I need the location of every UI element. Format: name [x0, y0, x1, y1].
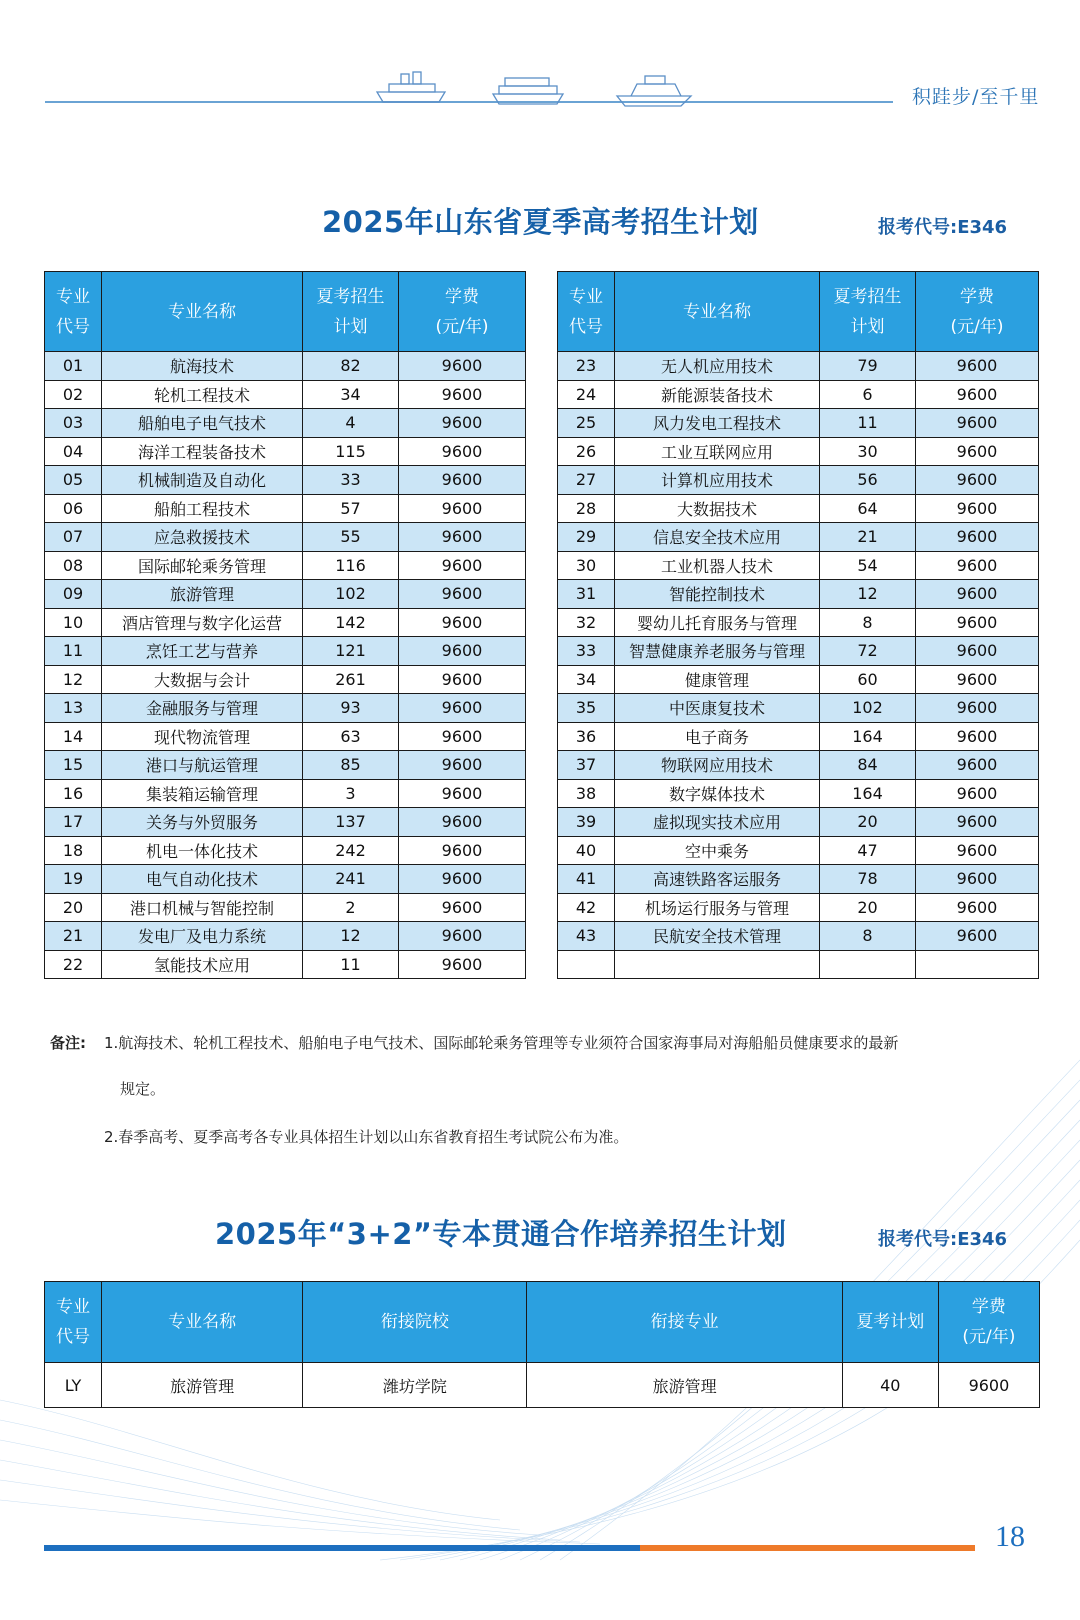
cell-plan: 2 [303, 893, 399, 922]
header-school: 衔接院校 [303, 1282, 527, 1363]
cell-name-right: 机场运行服务与管理 [615, 893, 820, 922]
cell-fee: 9600 [399, 409, 526, 438]
cell-code-right: 24 [558, 380, 615, 409]
cell-code-right: 31 [558, 580, 615, 609]
table-row [45, 551, 1039, 580]
cell-fee: 9600 [399, 694, 526, 723]
cell-code-right: 28 [558, 494, 615, 523]
table-row [45, 836, 1039, 865]
cell-plan: 11 [303, 950, 399, 979]
cell-name-right [615, 950, 820, 979]
cell-code: 16 [45, 779, 102, 808]
column-gap [526, 922, 558, 951]
header-name: 专业名称 [102, 1282, 303, 1363]
cell-code-right [558, 950, 615, 979]
cell-name-right: 新能源装备技术 [615, 380, 820, 409]
cell-plan: 3 [303, 779, 399, 808]
note-1: 1.航海技术、轮机工程技术、船舶电子电气技术、国际邮轮乘务管理等专业须符合国家海事局对海船船员健康要求的最新 [104, 1034, 899, 1052]
cell-fee-right: 9600 [916, 409, 1039, 438]
cell-code: 09 [45, 580, 102, 609]
header-gap [526, 272, 558, 352]
table-row [45, 865, 1039, 894]
cell-plan: 57 [303, 494, 399, 523]
column-gap [526, 751, 558, 780]
cell-fee-right: 9600 [916, 437, 1039, 466]
cell-name: 国际邮轮乘务管理 [102, 551, 303, 580]
cell-code-right: 30 [558, 551, 615, 580]
cell-name-right: 空中乘务 [615, 836, 820, 865]
cell-plan-right: 47 [820, 836, 916, 865]
cell-fee-right: 9600 [916, 637, 1039, 666]
cell-code-right: 25 [558, 409, 615, 438]
header-code: 专业 代号 [45, 272, 102, 352]
cell-fee: 9600 [938, 1363, 1039, 1408]
cell-plan-right [820, 950, 916, 979]
cell-code-right: 38 [558, 779, 615, 808]
cell-code-right: 34 [558, 665, 615, 694]
cell-code-right: 33 [558, 637, 615, 666]
cell-fee-right: 9600 [916, 523, 1039, 552]
cell-plan: 241 [303, 865, 399, 894]
cell-code: 01 [45, 352, 102, 381]
column-gap [526, 352, 558, 381]
cell-code: 20 [45, 893, 102, 922]
cell-fee: 9600 [399, 523, 526, 552]
table-row [45, 950, 1039, 979]
table-row [45, 380, 1039, 409]
cell-fee: 9600 [399, 466, 526, 495]
cell-fee: 9600 [399, 352, 526, 381]
table-header-row [45, 272, 1039, 352]
cell-fee: 9600 [399, 665, 526, 694]
cell-plan-right: 21 [820, 523, 916, 552]
cell-name: 金融服务与管理 [102, 694, 303, 723]
column-gap [526, 409, 558, 438]
cell-name-right: 智慧健康养老服务与管理 [615, 637, 820, 666]
cell-fee: 9600 [399, 808, 526, 837]
header-code: 专业 代号 [45, 1282, 102, 1363]
cell-plan-right: 164 [820, 779, 916, 808]
cell-code: 17 [45, 808, 102, 837]
cell-fee: 9600 [399, 637, 526, 666]
column-gap [526, 836, 558, 865]
table-row [45, 1363, 1040, 1408]
cell-name: 船舶工程技术 [102, 494, 303, 523]
cell-code: LY [45, 1363, 102, 1408]
cell-fee-right: 9600 [916, 466, 1039, 495]
cell-name: 海洋工程装备技术 [102, 437, 303, 466]
cell-name: 大数据与会计 [102, 665, 303, 694]
cell-plan-right: 64 [820, 494, 916, 523]
cell-plan: 93 [303, 694, 399, 723]
cell-plan: 116 [303, 551, 399, 580]
cell-plan: 34 [303, 380, 399, 409]
cell-name: 发电厂及电力系统 [102, 922, 303, 951]
cell-plan: 261 [303, 665, 399, 694]
cell-fee-right: 9600 [916, 808, 1039, 837]
cell-name-right: 大数据技术 [615, 494, 820, 523]
cell-fee-right: 9600 [916, 865, 1039, 894]
cell-name-right: 虚拟现实技术应用 [615, 808, 820, 837]
cell-plan: 115 [303, 437, 399, 466]
cell-fee: 9600 [399, 779, 526, 808]
cell-plan: 4 [303, 409, 399, 438]
cell-name-right: 工业机器人技术 [615, 551, 820, 580]
header-plan: 夏考计划 [842, 1282, 938, 1363]
summer-enrollment-table [44, 271, 1039, 979]
cell-code-right: 42 [558, 893, 615, 922]
cell-fee-right [916, 950, 1039, 979]
header-major: 衔接专业 [527, 1282, 842, 1363]
cell-name: 酒店管理与数字化运营 [102, 608, 303, 637]
cell-code-right: 29 [558, 523, 615, 552]
cell-fee: 9600 [399, 551, 526, 580]
cell-code: 08 [45, 551, 102, 580]
cell-plan: 102 [303, 580, 399, 609]
table-row [45, 779, 1039, 808]
cell-code: 05 [45, 466, 102, 495]
cell-name: 旅游管理 [102, 580, 303, 609]
column-gap [526, 551, 558, 580]
cell-name: 航海技术 [102, 352, 303, 381]
cell-fee-right: 9600 [916, 494, 1039, 523]
cell-name: 电气自动化技术 [102, 865, 303, 894]
cell-fee: 9600 [399, 922, 526, 951]
cell-code: 04 [45, 437, 102, 466]
table-header-row [45, 1282, 1040, 1363]
cell-code: 11 [45, 637, 102, 666]
cell-fee-right: 9600 [916, 352, 1039, 381]
cell-fee: 9600 [399, 380, 526, 409]
cell-fee-right: 9600 [916, 922, 1039, 951]
cell-fee: 9600 [399, 608, 526, 637]
cell-name-right: 健康管理 [615, 665, 820, 694]
column-gap [526, 722, 558, 751]
cell-code-right: 39 [558, 808, 615, 837]
cell-plan-right: 12 [820, 580, 916, 609]
cell-plan-right: 20 [820, 808, 916, 837]
cell-code: 19 [45, 865, 102, 894]
cell-name: 旅游管理 [102, 1363, 303, 1408]
header-name: 专业名称 [102, 272, 303, 352]
cell-code: 03 [45, 409, 102, 438]
table-row [45, 922, 1039, 951]
cell-plan: 55 [303, 523, 399, 552]
cell-code-right: 32 [558, 608, 615, 637]
cell-name-right: 电子商务 [615, 722, 820, 751]
cell-code-right: 41 [558, 865, 615, 894]
cell-fee: 9600 [399, 751, 526, 780]
section2-title: 2025年“3+2”专本贯通合作培养招生计划 [215, 1217, 787, 1251]
table-row [45, 893, 1039, 922]
cell-name-right: 中医康复技术 [615, 694, 820, 723]
cell-code-right: 27 [558, 466, 615, 495]
cell-plan-right: 60 [820, 665, 916, 694]
cell-code: 02 [45, 380, 102, 409]
header-name-right: 专业名称 [615, 272, 820, 352]
column-gap [526, 893, 558, 922]
cell-fee: 9600 [399, 836, 526, 865]
cell-code: 07 [45, 523, 102, 552]
cell-fee: 9600 [399, 580, 526, 609]
cell-code: 14 [45, 722, 102, 751]
table-row [45, 466, 1039, 495]
ships-icon [375, 62, 715, 108]
cell-code: 21 [45, 922, 102, 951]
cell-plan: 242 [303, 836, 399, 865]
header-fee: 学费 (元/年) [399, 272, 526, 352]
cell-plan-right: 6 [820, 380, 916, 409]
cell-name: 船舶电子电气技术 [102, 409, 303, 438]
column-gap [526, 950, 558, 979]
cell-name: 氢能技术应用 [102, 950, 303, 979]
table-row [45, 694, 1039, 723]
column-gap [526, 380, 558, 409]
cell-name: 应急救援技术 [102, 523, 303, 552]
cell-name-right: 计算机应用技术 [615, 466, 820, 495]
cell-name: 港口与航运管理 [102, 751, 303, 780]
page-number: 18 [995, 1520, 1025, 1553]
cell-plan-right: 30 [820, 437, 916, 466]
cell-name-right: 无人机应用技术 [615, 352, 820, 381]
column-gap [526, 494, 558, 523]
table-row [45, 637, 1039, 666]
cell-plan: 12 [303, 922, 399, 951]
cell-fee-right: 9600 [916, 380, 1039, 409]
cell-plan: 63 [303, 722, 399, 751]
cell-fee-right: 9600 [916, 751, 1039, 780]
table-row [45, 722, 1039, 751]
cell-fee-right: 9600 [916, 722, 1039, 751]
cell-plan: 85 [303, 751, 399, 780]
cell-fee: 9600 [399, 950, 526, 979]
header-plan: 夏考招生 计划 [303, 272, 399, 352]
cell-fee: 9600 [399, 865, 526, 894]
cell-plan: 33 [303, 466, 399, 495]
cell-name-right: 信息安全技术应用 [615, 523, 820, 552]
header-code-right: 专业 代号 [558, 272, 615, 352]
table-row [45, 409, 1039, 438]
section2-code-label: 报考代号:E346 [878, 1229, 1008, 1250]
cell-fee-right: 9600 [916, 551, 1039, 580]
section1-code-label: 报考代号:E346 [878, 217, 1008, 238]
column-gap [526, 808, 558, 837]
cell-code: 13 [45, 694, 102, 723]
cell-code-right: 43 [558, 922, 615, 951]
cell-major: 旅游管理 [527, 1363, 842, 1408]
cell-plan-right: 11 [820, 409, 916, 438]
footer-bar-blue [44, 1545, 640, 1551]
cell-plan-right: 20 [820, 893, 916, 922]
header-plan-right: 夏考招生 计划 [820, 272, 916, 352]
cell-fee-right: 9600 [916, 893, 1039, 922]
column-gap [526, 637, 558, 666]
footer-bar-orange [640, 1545, 975, 1551]
cell-fee: 9600 [399, 437, 526, 466]
table-row [45, 608, 1039, 637]
cell-fee-right: 9600 [916, 608, 1039, 637]
cell-code-right: 40 [558, 836, 615, 865]
cell-fee-right: 9600 [916, 779, 1039, 808]
cell-plan-right: 84 [820, 751, 916, 780]
cell-name: 集装箱运输管理 [102, 779, 303, 808]
cell-fee-right: 9600 [916, 694, 1039, 723]
header-fee-right: 学费 (元/年) [916, 272, 1039, 352]
column-gap [526, 523, 558, 552]
cell-code: 18 [45, 836, 102, 865]
cell-code-right: 37 [558, 751, 615, 780]
cell-fee: 9600 [399, 494, 526, 523]
cell-plan: 137 [303, 808, 399, 837]
cell-fee-right: 9600 [916, 665, 1039, 694]
column-gap [526, 865, 558, 894]
section1-title: 2025年山东省夏季高考招生计划 [322, 205, 759, 239]
cell-name: 机电一体化技术 [102, 836, 303, 865]
cell-plan: 121 [303, 637, 399, 666]
table-row [45, 523, 1039, 552]
note-1-continued: 规定。 [120, 1080, 166, 1098]
cell-plan: 40 [842, 1363, 938, 1408]
cell-plan: 142 [303, 608, 399, 637]
cell-name-right: 高速铁路客运服务 [615, 865, 820, 894]
cell-code-right: 36 [558, 722, 615, 751]
header-fee: 学费 (元/年) [938, 1282, 1039, 1363]
cell-fee: 9600 [399, 893, 526, 922]
cell-name-right: 数字媒体技术 [615, 779, 820, 808]
cell-fee-right: 9600 [916, 836, 1039, 865]
cell-school: 潍坊学院 [303, 1363, 527, 1408]
cell-plan-right: 8 [820, 608, 916, 637]
slogan: 积跬步/至千里 [912, 86, 1040, 108]
note-2: 2.春季高考、夏季高考各专业具体招生计划以山东省教育招生考试院公布为准。 [104, 1128, 629, 1146]
cell-name: 关务与外贸服务 [102, 808, 303, 837]
column-gap [526, 779, 558, 808]
cell-code: 22 [45, 950, 102, 979]
cell-plan-right: 79 [820, 352, 916, 381]
cell-name-right: 工业互联网应用 [615, 437, 820, 466]
cell-fee-right: 9600 [916, 580, 1039, 609]
cell-code: 15 [45, 751, 102, 780]
table-row [45, 808, 1039, 837]
column-gap [526, 437, 558, 466]
cell-plan-right: 54 [820, 551, 916, 580]
cell-code: 12 [45, 665, 102, 694]
table-row [45, 580, 1039, 609]
cell-code-right: 35 [558, 694, 615, 723]
column-gap [526, 580, 558, 609]
cell-name: 机械制造及自动化 [102, 466, 303, 495]
cell-name-right: 风力发电工程技术 [615, 409, 820, 438]
column-gap [526, 694, 558, 723]
table-row [45, 665, 1039, 694]
cell-fee: 9600 [399, 722, 526, 751]
cell-name-right: 婴幼儿托育服务与管理 [615, 608, 820, 637]
cell-name: 港口机械与智能控制 [102, 893, 303, 922]
table-row [45, 437, 1039, 466]
joint-program-table [44, 1281, 1040, 1408]
cell-plan: 82 [303, 352, 399, 381]
cell-plan-right: 72 [820, 637, 916, 666]
column-gap [526, 665, 558, 694]
table-row [45, 494, 1039, 523]
cell-plan-right: 78 [820, 865, 916, 894]
cell-code-right: 26 [558, 437, 615, 466]
cell-code-right: 23 [558, 352, 615, 381]
table-row [45, 352, 1039, 381]
cell-code: 06 [45, 494, 102, 523]
cell-plan-right: 102 [820, 694, 916, 723]
table-row [45, 751, 1039, 780]
column-gap [526, 466, 558, 495]
cell-plan-right: 8 [820, 922, 916, 951]
cell-name-right: 物联网应用技术 [615, 751, 820, 780]
cell-name: 烹饪工艺与营养 [102, 637, 303, 666]
cell-name: 轮机工程技术 [102, 380, 303, 409]
cell-plan-right: 164 [820, 722, 916, 751]
notes-label: 备注: [50, 1034, 86, 1052]
cell-name-right: 智能控制技术 [615, 580, 820, 609]
cell-code: 10 [45, 608, 102, 637]
cell-name: 现代物流管理 [102, 722, 303, 751]
column-gap [526, 608, 558, 637]
cell-name-right: 民航安全技术管理 [615, 922, 820, 951]
cell-plan-right: 56 [820, 466, 916, 495]
